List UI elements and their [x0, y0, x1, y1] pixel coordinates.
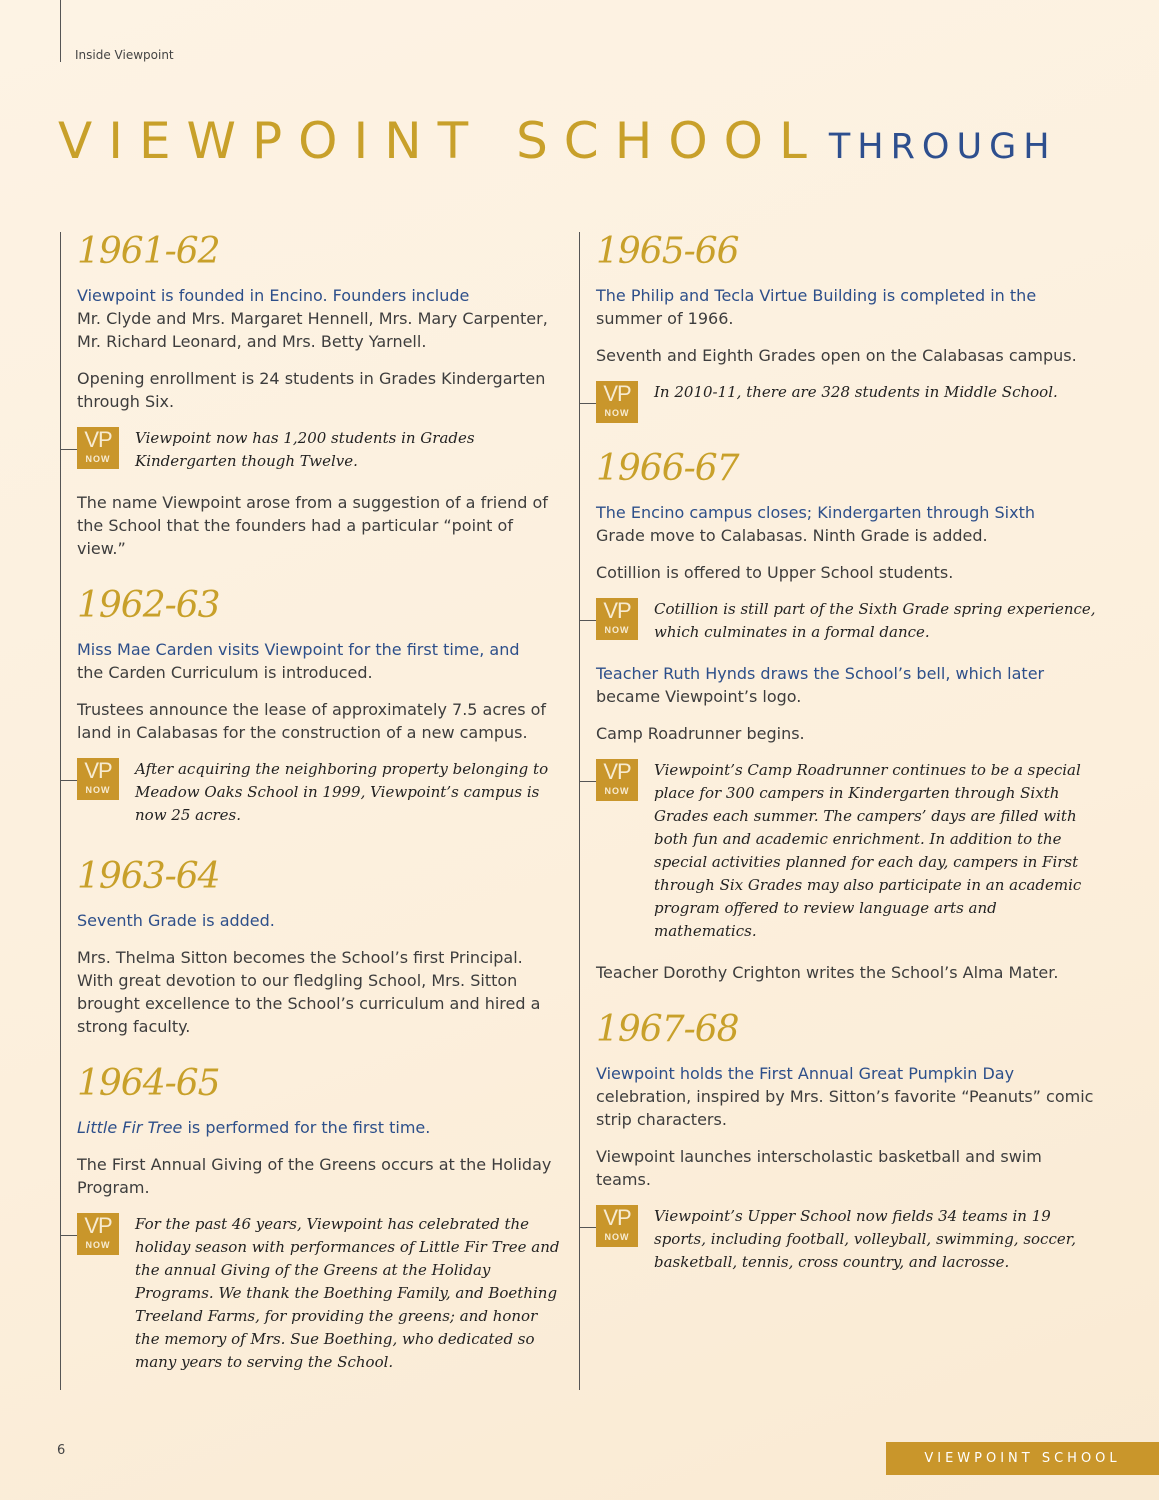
vp-now-text: Viewpoint’s Camp Roadrunner continues to be a special place for 300 campers in Kindergarten through Sixth Grades each summer. The campers’ days are filled with both fun and academic enrichment. In addition to the special activities planned for each day, campers in First through Six Grades may also participate in an academic program offered to review language arts and mathematics.	[654, 761, 1082, 940]
entry-lead: Viewpoint is founded in Encino. Founders include	[77, 286, 470, 305]
entry-lead-rest: Grade move to Calabasas. Ninth Grade is added.	[596, 526, 988, 545]
timeline-entry-1962	[77, 586, 561, 827]
entry-lead-rest: the Carden Curriculum is introduced.	[77, 663, 373, 682]
year-heading: 1964-65	[77, 1063, 220, 1104]
entry-lead-rest: summer of 1966.	[596, 309, 734, 328]
entry-paragraph: The name Viewpoint arose from a suggestion of a friend of the School that the founders had a particular “point of view.”	[77, 493, 548, 558]
vp-now-badge-icon: VP NOW	[77, 1213, 119, 1255]
vp-now-text: For the past 46 years, Viewpoint has celebrated the holiday season with performances of Little Fir Tree and the annual Giving of the Greens at the Holiday Programs. We thank the Boething Family, and Boething Treeland Farms, for providing the greens; and honor the memory of Mrs. Sue Boething, who dedicated so many years to serving the School.	[135, 1215, 560, 1371]
vp-now-text: After acquiring the neighboring property belonging to Meadow Oaks School in 1999, Viewpoint’s campus is now 25 acres.	[135, 760, 549, 824]
vp-now-callout	[61, 1213, 561, 1374]
entry-lead: Viewpoint holds the First Annual Great Pumpkin Day	[596, 1064, 1015, 1083]
vp-now-text: Viewpoint’s Upper School now fields 34 teams in 19 sports, including football, volleyball, swimming, soccer, basketball, tennis, cross country, and lacrosse.	[654, 1207, 1077, 1271]
page-number: 6	[57, 1443, 66, 1458]
vp-now-badge-icon: VP NOW	[77, 427, 119, 469]
year-heading: 1962-63	[77, 585, 220, 626]
entry-paragraph: The First Annual Giving of the Greens occurs at the Holiday Program.	[77, 1155, 552, 1197]
year-heading: 1963-64	[77, 856, 220, 897]
vp-now-callout	[580, 1205, 1100, 1274]
entry-paragraph: Cotillion is offered to Upper School students.	[596, 563, 954, 582]
entry-paragraph: Mrs. Thelma Sitton becomes the School’s first Principal. With great devotion to our fledgling School, Mrs. Sitton brought excellence to the School’s curriculum and hired a strong faculty.	[77, 948, 541, 1036]
vp-now-callout	[580, 598, 1100, 644]
entry-paragraph: Camp Roadrunner begins.	[596, 724, 805, 743]
entry-paragraph: Viewpoint launches interscholastic basketball and swim teams.	[596, 1147, 1042, 1189]
vp-now-text: Viewpoint now has 1,200 students in Grades Kindergarten though Twelve.	[135, 429, 475, 470]
entry-lead: Miss Mae Carden visits Viewpoint for the first time, and	[77, 640, 520, 659]
entry-lead-title: Little Fir Tree	[77, 1118, 183, 1137]
vp-now-text: In 2010-11, there are 328 students in Middle School.	[654, 383, 1058, 401]
timeline-left-column	[60, 232, 561, 1390]
entry-lead: Seventh Grade is added.	[77, 911, 275, 930]
entry-lead: is performed for the first time.	[182, 1118, 431, 1137]
vp-now-callout	[61, 758, 561, 827]
entry-paragraph: Seventh and Eighth Grades open on the Calabasas campus.	[596, 346, 1077, 365]
page-title	[58, 112, 1057, 170]
timeline-entry-1961	[77, 232, 561, 560]
entry-paragraph: Teacher Dorothy Crighton writes the School’s Alma Mater.	[596, 963, 1059, 982]
vp-now-badge-icon: VP NOW	[596, 598, 638, 640]
vp-now-callout	[61, 427, 561, 473]
entry-lead: The Encino campus closes; Kindergarten through Sixth	[596, 503, 1035, 522]
timeline-right-column	[579, 232, 1100, 1390]
footer-brand-bar: VIEWPOINT SCHOOL	[886, 1442, 1159, 1475]
vp-now-callout	[580, 381, 1100, 423]
vp-now-badge-icon: VP NOW	[596, 759, 638, 801]
vp-now-badge-icon: VP NOW	[596, 381, 638, 423]
entry-lead-rest: became Viewpoint’s logo.	[596, 687, 802, 706]
entry-paragraph: Opening enrollment is 24 students in Grades Kindergarten through Six.	[77, 369, 546, 411]
timeline-entry-1963	[77, 857, 561, 1038]
timeline-entry-1966	[596, 449, 1100, 984]
timeline-entry-1967	[596, 1010, 1100, 1274]
entry-lead-rest: Mr. Clyde and Mrs. Margaret Hennell, Mrs. Mary Carpenter, Mr. Richard Leonard, and Mrs. Betty Yarnell.	[77, 309, 548, 351]
year-heading: 1961-62	[77, 231, 220, 272]
year-heading: 1967-68	[596, 1009, 739, 1050]
title-sub: THROUGH	[828, 127, 1057, 167]
entry-lead: Teacher Ruth Hynds draws the School’s bell, which later	[596, 664, 1045, 683]
entry-paragraph: Trustees announce the lease of approximately 7.5 acres of land in Calabasas for the construction of a new campus.	[77, 700, 547, 742]
vp-now-callout	[580, 759, 1100, 943]
entry-lead: The Philip and Tecla Virtue Building is completed in the	[596, 286, 1037, 305]
section-label: Inside Viewpoint	[75, 48, 174, 62]
timeline-entry-1965	[596, 232, 1100, 423]
header-rule	[60, 0, 61, 62]
year-heading: 1965-66	[596, 231, 739, 272]
year-heading: 1966-67	[596, 448, 739, 489]
vp-now-badge-icon: VP NOW	[77, 758, 119, 800]
entry-lead-rest: celebration, inspired by Mrs. Sitton’s favorite “Peanuts” comic strip characters.	[596, 1087, 1094, 1129]
timeline-entry-1964	[77, 1064, 561, 1374]
vp-now-badge-icon: VP NOW	[596, 1205, 638, 1247]
title-main: VIEWPOINT SCHOOL	[58, 112, 823, 170]
vp-now-text: Cotillion is still part of the Sixth Grade spring experience, which culminates in a formal dance.	[654, 600, 1096, 641]
